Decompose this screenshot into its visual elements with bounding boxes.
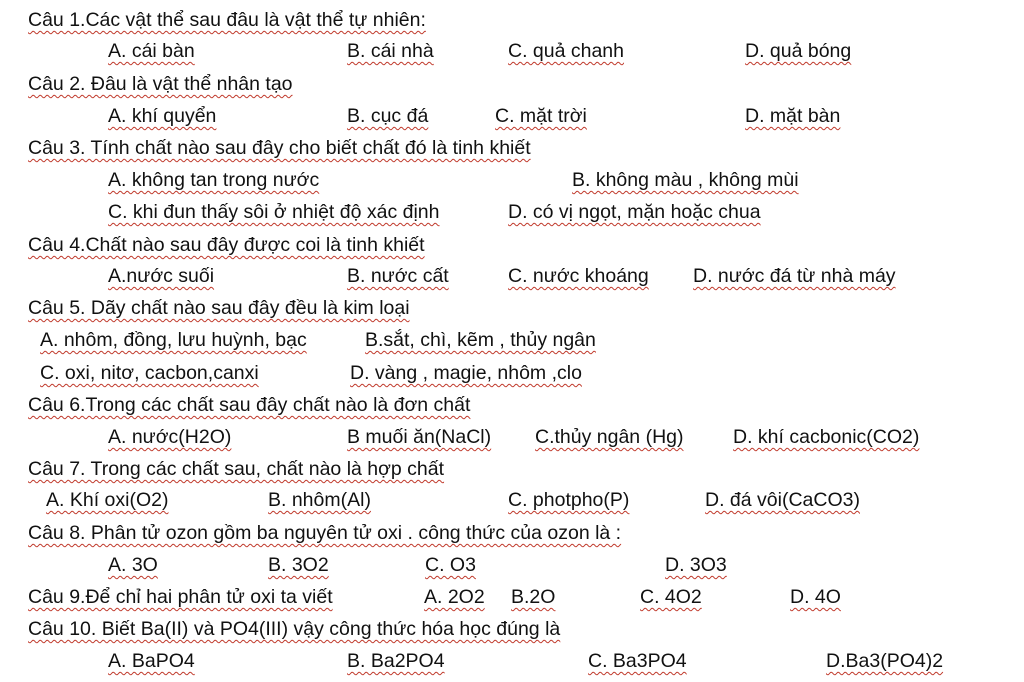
question-6: Câu 6.Trong các chất sau đây chất nào là đơn chất <box>28 394 471 416</box>
q3-option-a: A. không tan trong nước <box>108 169 320 191</box>
q5-option-c: C. oxi, nitơ, cacbon,canxi <box>40 362 259 384</box>
q8-option-b: B. 3O2 <box>268 554 329 576</box>
q1-option-a: A. cái bàn <box>108 40 195 62</box>
q4-option-b: B. nước cất <box>347 265 449 287</box>
question-10: Câu 10. Biết Ba(II) và PO4(III) vậy công thức hóa học đúng là <box>28 618 561 640</box>
q9-option-b: B.2O <box>511 586 556 608</box>
q10-option-a: A. BaPO4 <box>108 650 195 672</box>
q2-option-c: C. mặt trời <box>495 105 587 127</box>
q2-option-b: B. cục đá <box>347 105 429 127</box>
q6-option-a: A. nước(H2O) <box>108 426 232 448</box>
q7-option-a: A. Khí oxi(O2) <box>46 489 169 511</box>
q1-option-b: B. cái nhà <box>347 40 434 62</box>
question-4: Câu 4.Chất nào sau đây được coi là tinh khiết <box>28 234 425 256</box>
q10-option-c: C. Ba3PO4 <box>588 650 687 672</box>
q2-option-d: D. mặt bàn <box>745 105 841 127</box>
question-5: Câu 5. Dãy chất nào sau đây đều là kim loại <box>28 297 410 319</box>
q1-option-c: C. quả chanh <box>508 40 625 62</box>
q10-option-b: B. Ba2PO4 <box>347 650 445 672</box>
q7-option-b: B. nhôm(Al) <box>268 489 371 511</box>
q5-option-a: A. nhôm, đồng, lưu huỳnh, bạc <box>40 329 307 351</box>
q3-option-b: B. không màu , không mùi <box>572 169 799 191</box>
q7-option-d: D. đá vôi(CaCO3) <box>705 489 860 511</box>
q10-option-d: D.Ba3(PO4)2 <box>826 650 944 672</box>
question-1: Câu 1.Các vật thể sau đâu là vật thể tự nhiên: <box>28 9 426 31</box>
q7-option-c: C. photpho(P) <box>508 489 630 511</box>
q5-option-d: D. vàng , magie, nhôm ,clo <box>350 362 582 384</box>
q2-option-a: A. khí quyển <box>108 105 217 127</box>
q6-option-b: B muối ăn(NaCl) <box>347 426 492 448</box>
question-8: Câu 8. Phân tử ozon gồm ba nguyên tử oxi . công thức của ozon là : <box>28 522 622 544</box>
q4-option-a: A.nước suối <box>108 265 215 287</box>
q4-option-d: D. nước đá từ nhà máy <box>693 265 896 287</box>
q8-option-c: C. O3 <box>425 554 476 576</box>
q8-option-a: A. 3O <box>108 554 158 576</box>
q6-option-c: C.thủy ngân (Hg) <box>535 426 684 448</box>
q4-option-c: C. nước khoáng <box>508 265 649 287</box>
q9-option-c: C. 4O2 <box>640 586 702 608</box>
q6-option-d: D. khí cacbonic(CO2) <box>733 426 920 448</box>
q3-option-c: C. khi đun thấy sôi ở nhiệt độ xác định <box>108 201 440 223</box>
q9-option-a: A. 2O2 <box>424 586 485 608</box>
question-3: Câu 3. Tính chất nào sau đây cho biết chất đó là tinh khiết <box>28 137 531 159</box>
question-2: Câu 2. Đâu là vật thể nhân tạo <box>28 73 293 95</box>
q9-option-d: D. 4O <box>790 586 841 608</box>
q8-option-d: D. 3O3 <box>665 554 727 576</box>
q5-option-b: B.sắt, chì, kẽm , thủy ngân <box>365 329 596 351</box>
question-7: Câu 7. Trong các chất sau, chất nào là hợp chất <box>28 458 445 480</box>
q3-option-d: D. có vị ngọt, mặn hoặc chua <box>508 201 761 223</box>
q1-option-d: D. quả bóng <box>745 40 852 62</box>
question-9: Câu 9.Để chỉ hai phân tử oxi ta viết <box>28 586 333 608</box>
